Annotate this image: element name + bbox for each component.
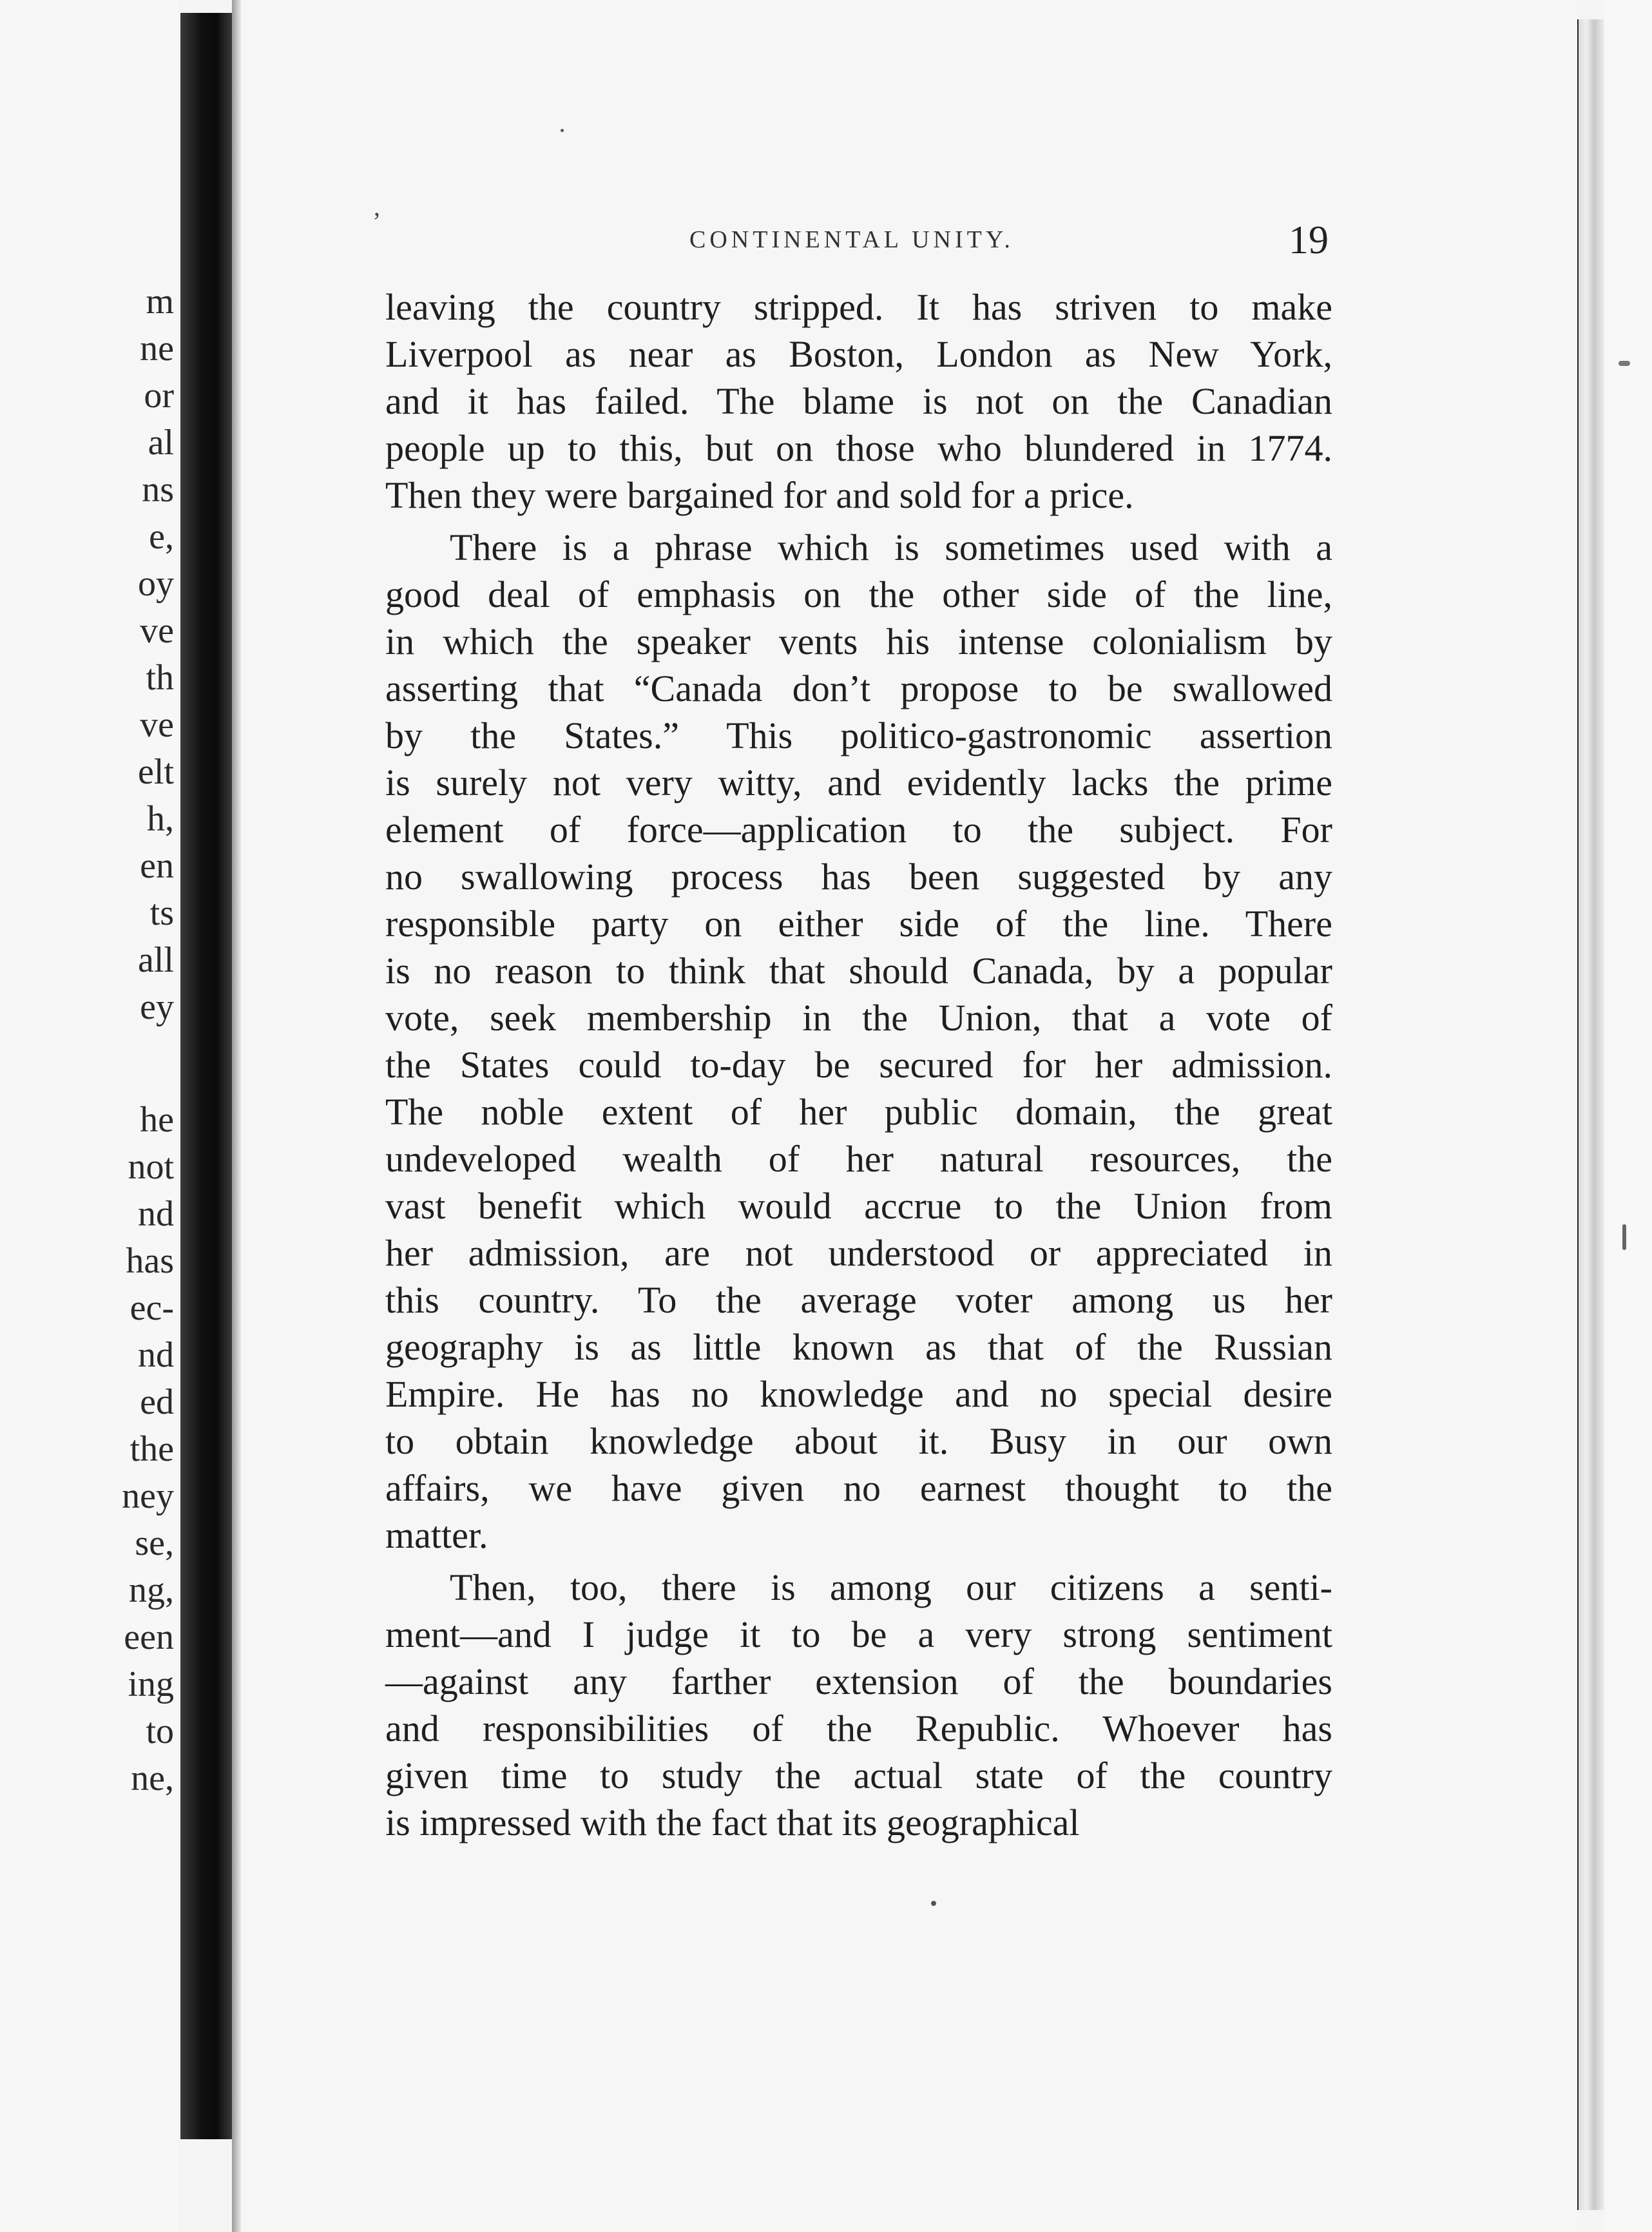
left-page-fragment: ng, [129,1570,174,1611]
left-page-fragment: ts [149,893,174,933]
left-page-fragment: h, [147,799,174,839]
left-page-fragment: the [130,1429,174,1470]
left-page-fragment: nd [138,1335,174,1376]
left-page-fragment: not [128,1147,174,1188]
text-line: responsible party on either side of the line. There [385,903,1332,945]
left-page-fragment: en [140,846,174,886]
text-line: given time to study the actual state of the country [385,1755,1332,1796]
left-page-fragment: ne, [131,1758,174,1799]
left-page-fragment: e, [149,517,174,557]
text-line: matter. [385,1514,488,1556]
text-line: her admission, are not understood or appreciated in [385,1232,1332,1274]
left-page-fragment: een [124,1617,174,1658]
left-page-fragment: all [138,940,174,980]
text-line: good deal of emphasis on the other side of the line, [385,573,1332,615]
printer-mark: ’ [372,207,381,236]
left-page-fragment: nd [138,1194,174,1235]
text-line: asserting that “Canada don’t propose to be swallowed [385,668,1332,709]
text-line: element of force—application to the subject. For [385,809,1332,851]
gutter-shadow [232,0,241,2232]
text-line: Liverpool as near as Boston, London as New York, [385,333,1332,375]
left-page-fragment: ing [128,1664,174,1705]
text-line: There is a phrase which is sometimes used with a [450,526,1332,568]
paragraph [385,284,1332,519]
page-number: 19 [1289,218,1329,262]
text-line: vast benefit which would accrue to the Union from [385,1185,1332,1227]
left-page-fragment: oy [138,564,174,604]
paper-speck [561,129,564,132]
left-page-fragment: m [146,282,174,322]
text-line: the States could to-day be secured for her admission. [385,1044,1332,1086]
left-page-fragment: se, [135,1523,174,1564]
left-page-fragment: al [148,423,174,463]
text-line: geography is as little known as that of the Russian [385,1326,1332,1368]
text-line: The noble extent of her public domain, the great [385,1091,1332,1133]
text-line: and it has failed. The blame is not on the Canadian [385,380,1332,422]
left-page-fragment: ne [140,329,174,369]
book-spine [180,13,232,2139]
text-line: Then they were bargained for and sold for a price. [385,474,1134,516]
page-edge [1579,19,1604,2210]
paragraph [385,1564,1332,1846]
left-page-fragment: ney [122,1476,174,1517]
text-line: this country. To the average voter among us her [385,1279,1332,1321]
text-line: leaving the country stripped. It has striven to make [385,286,1332,328]
left-page-fragment: ve [140,705,174,745]
margin-mark [1618,361,1630,366]
text-line: undeveloped wealth of her natural resources, the [385,1138,1332,1180]
text-line: Then, too, there is among our citizens a senti- [450,1566,1332,1608]
text-line: is impressed with the fact that its geographical [385,1802,1080,1843]
text-line: to obtain knowledge about it. Busy in our own [385,1420,1332,1462]
text-line: in which the speaker vents his intense colonialism by [385,621,1332,662]
paragraph [385,524,1332,1559]
text-line: is surely not very witty, and evidently lacks the prime [385,762,1332,803]
left-page-fragment: th [146,658,174,698]
margin-mark [1622,1224,1626,1250]
left-page-fragment: he [140,1100,174,1140]
text-line: —against any farther extension of the boundaries [385,1660,1332,1702]
left-page-fragment: ns [142,470,174,510]
left-page-fragment: ve [140,611,174,651]
left-facing-page [0,0,178,2232]
left-page-fragment: ed [140,1382,174,1423]
text-line: and responsibilities of the Republic. Whoever has [385,1708,1332,1749]
text-line: by the States.” This politico-gastronomic assertion [385,715,1332,756]
outer-margin [1604,0,1652,2232]
left-page-fragment: ey [140,987,174,1027]
left-page-fragment: elt [138,752,174,792]
paper-speck [931,1901,936,1906]
text-line: Empire. He has no knowledge and no special desire [385,1373,1332,1415]
left-page-fragment: has [126,1241,174,1282]
page-body-text [385,284,1332,1846]
text-line: is no reason to think that should Canada, by a popular [385,950,1332,992]
left-page-fragment: or [144,376,174,416]
running-head-title: CONTINENTAL UNITY. [689,226,1014,253]
text-line: ment—and I judge it to be a very strong sentiment [385,1613,1332,1655]
text-line: people up to this, but on those who blundered in 1774. [385,427,1332,469]
left-page-fragment: ec- [130,1288,174,1329]
text-line: affairs, we have given no earnest thought to the [385,1467,1332,1509]
text-line: no swallowing process has been suggested by any [385,856,1332,898]
left-page-text-fragments [0,0,178,2232]
left-page-fragment: to [146,1711,174,1752]
text-line: vote, seek membership in the Union, that a vote of [385,997,1332,1039]
